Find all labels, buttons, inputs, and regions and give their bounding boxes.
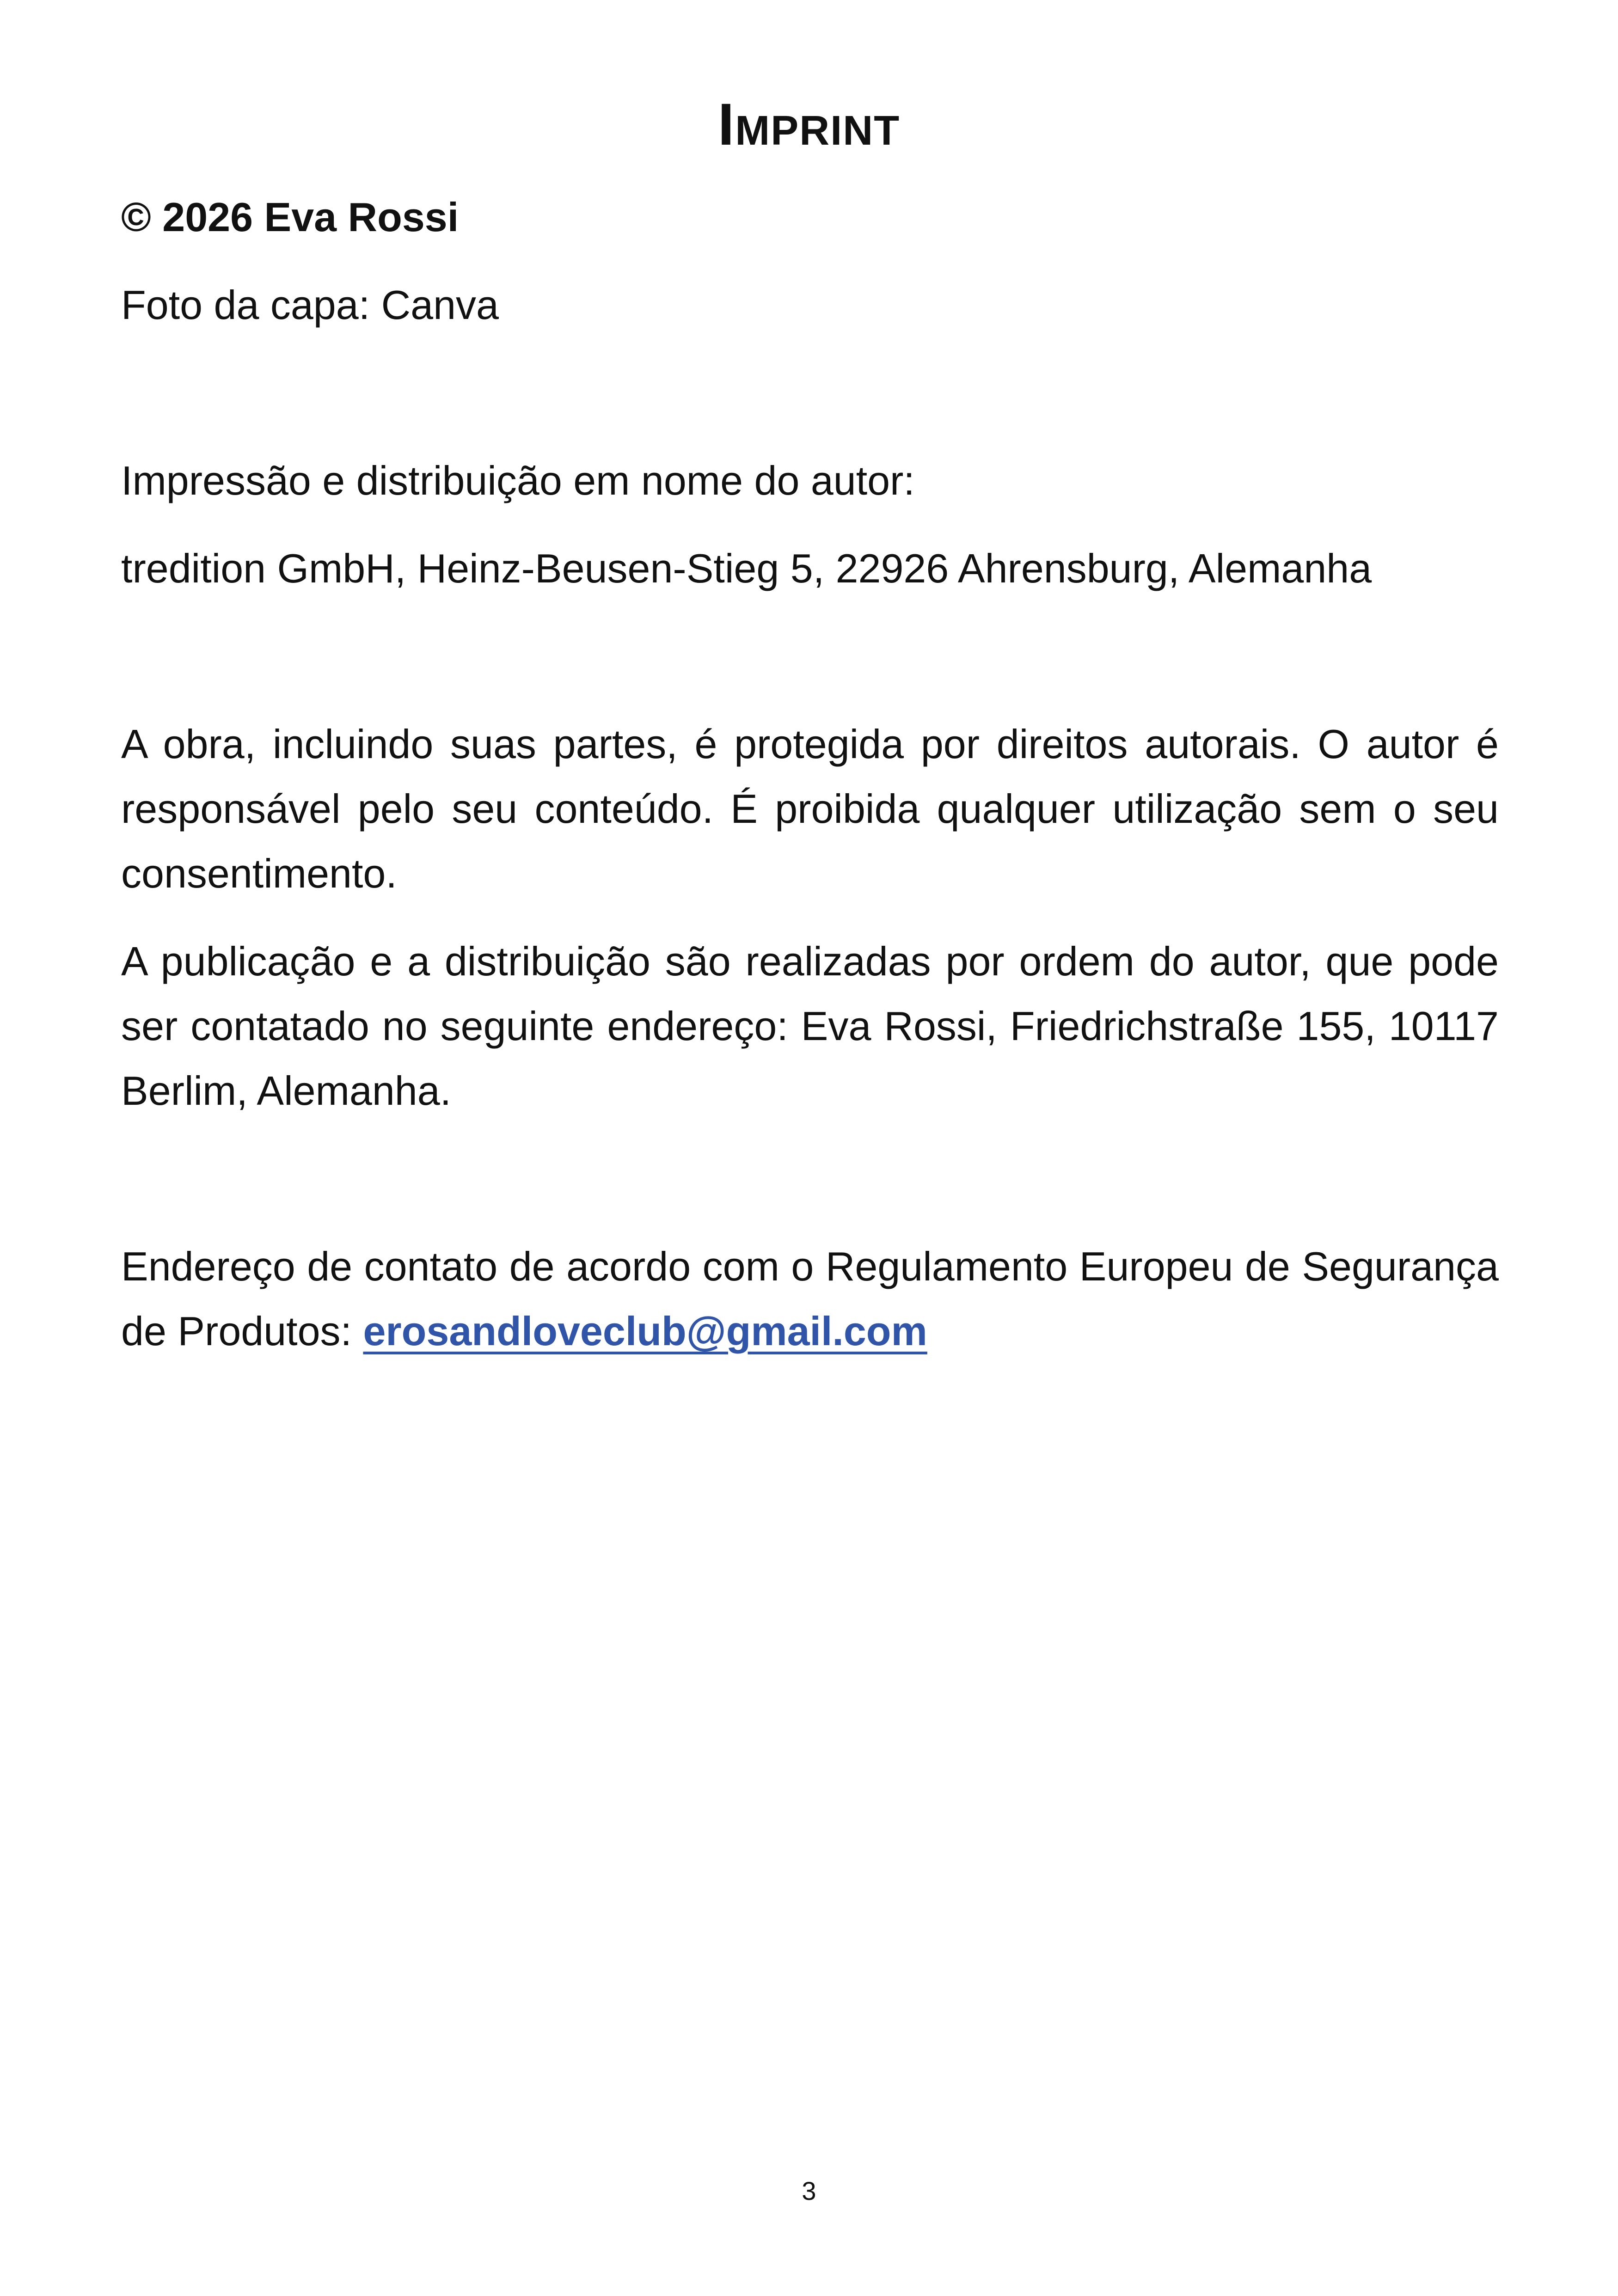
copyright-line: © 2026 Eva Rossi <box>121 194 459 240</box>
contact-paragraph <box>121 1234 1499 1364</box>
publication-notice: A publicação e a distribuição são realizadas por ordem do autor, que pode ser contatado no seguinte endereço: Eva Rossi, Friedrichstraße 155, 10117 Berlim, Alemanha. <box>121 938 1499 1114</box>
copyright-notice: A obra, incluindo suas partes, é protegida por direitos autorais. O autor é responsável pelo seu conteúdo. É proibida qualquer utilização sem o seu consentimento. <box>121 721 1499 896</box>
contact-text: Endereço de contato de acordo com o Regulamento Europeu de Segurança de Produtos: <box>121 1243 1499 1354</box>
contact-email-link[interactable]: erosandloveclub@gmail.com <box>363 1308 927 1354</box>
printer-address: tredition GmbH, Heinz-Beusen-Stieg 5, 22926 Ahrensburg, Alemanha <box>121 545 1372 591</box>
cover-photo-credit: Foto da capa: Canva <box>121 282 499 328</box>
page-number: 3 <box>802 2176 816 2205</box>
printing-label: Impressão e distribuição em nome do autor: <box>121 458 915 503</box>
page-title: Imprint <box>717 92 901 158</box>
